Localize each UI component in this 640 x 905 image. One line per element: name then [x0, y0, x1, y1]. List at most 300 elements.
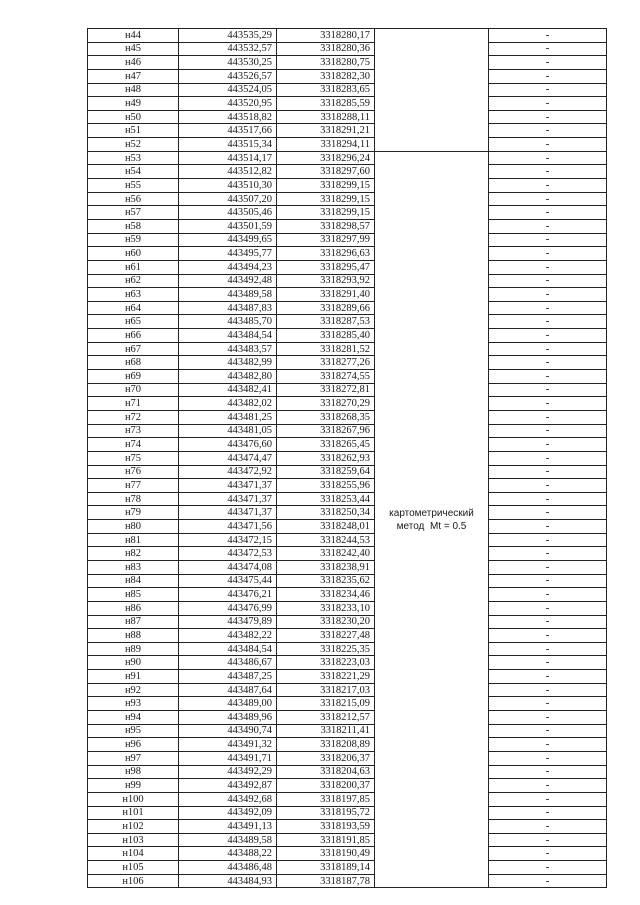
table-row — [88, 260, 607, 274]
point-name-cell: н99 — [88, 779, 179, 793]
table-row — [88, 711, 607, 725]
table-row — [88, 315, 607, 329]
description-cell: - — [489, 465, 607, 479]
x-coordinate-cell: 443474,47 — [179, 451, 277, 465]
y-coordinate-cell: 3318193,59 — [277, 820, 375, 834]
y-coordinate-cell: 3318238,91 — [277, 560, 375, 574]
table-row — [88, 206, 607, 220]
y-coordinate-cell: 3318190,49 — [277, 847, 375, 861]
x-coordinate-cell: 443472,92 — [179, 465, 277, 479]
coordinates-table-body — [88, 29, 607, 888]
table-row — [88, 547, 607, 561]
point-name-cell: н70 — [88, 383, 179, 397]
y-coordinate-cell: 3318197,85 — [277, 792, 375, 806]
point-name-cell: н92 — [88, 683, 179, 697]
point-name-cell: н67 — [88, 342, 179, 356]
description-cell: - — [489, 451, 607, 465]
table-row — [88, 397, 607, 411]
description-cell: - — [489, 479, 607, 493]
table-row — [88, 724, 607, 738]
table-row — [88, 861, 607, 875]
x-coordinate-cell: 443487,83 — [179, 301, 277, 315]
x-coordinate-cell: 443487,64 — [179, 683, 277, 697]
x-coordinate-cell: 443484,54 — [179, 329, 277, 343]
y-coordinate-cell: 3318291,21 — [277, 124, 375, 138]
y-coordinate-cell: 3318287,53 — [277, 315, 375, 329]
y-coordinate-cell: 3318221,29 — [277, 670, 375, 684]
y-coordinate-cell: 3318282,30 — [277, 69, 375, 83]
y-coordinate-cell: 3318291,40 — [277, 288, 375, 302]
description-cell: - — [489, 165, 607, 179]
table-row — [88, 329, 607, 343]
description-cell: - — [489, 97, 607, 111]
table-row — [88, 465, 607, 479]
table-row — [88, 383, 607, 397]
x-coordinate-cell: 443471,37 — [179, 506, 277, 520]
description-cell: - — [489, 69, 607, 83]
x-coordinate-cell: 443482,80 — [179, 370, 277, 384]
description-cell: - — [489, 560, 607, 574]
point-name-cell: н83 — [88, 560, 179, 574]
table-row — [88, 779, 607, 793]
x-coordinate-cell: 443484,54 — [179, 642, 277, 656]
method-cell-empty — [375, 29, 489, 152]
point-name-cell: н89 — [88, 642, 179, 656]
coordinates-table — [87, 28, 607, 888]
point-name-cell: н69 — [88, 370, 179, 384]
point-name-cell: н81 — [88, 533, 179, 547]
point-name-cell: н56 — [88, 192, 179, 206]
y-coordinate-cell: 3318235,62 — [277, 574, 375, 588]
y-coordinate-cell: 3318242,40 — [277, 547, 375, 561]
x-coordinate-cell: 443488,22 — [179, 847, 277, 861]
y-coordinate-cell: 3318272,81 — [277, 383, 375, 397]
y-coordinate-cell: 3318225,35 — [277, 642, 375, 656]
x-coordinate-cell: 443471,56 — [179, 520, 277, 534]
point-name-cell: н55 — [88, 179, 179, 193]
table-row — [88, 424, 607, 438]
description-cell: - — [489, 874, 607, 888]
description-cell: - — [489, 83, 607, 97]
point-name-cell: н73 — [88, 424, 179, 438]
x-coordinate-cell: 443479,89 — [179, 615, 277, 629]
description-cell: - — [489, 233, 607, 247]
point-name-cell: н52 — [88, 138, 179, 152]
point-name-cell: н51 — [88, 124, 179, 138]
point-name-cell: н63 — [88, 288, 179, 302]
x-coordinate-cell: 443476,21 — [179, 588, 277, 602]
x-coordinate-cell: 443524,05 — [179, 83, 277, 97]
description-cell: - — [489, 506, 607, 520]
point-name-cell: н84 — [88, 574, 179, 588]
description-cell: - — [489, 642, 607, 656]
x-coordinate-cell: 443476,99 — [179, 601, 277, 615]
y-coordinate-cell: 3318280,75 — [277, 56, 375, 70]
table-row — [88, 697, 607, 711]
x-coordinate-cell: 443530,25 — [179, 56, 277, 70]
y-coordinate-cell: 3318217,03 — [277, 683, 375, 697]
table-row — [88, 138, 607, 152]
x-coordinate-cell: 443486,67 — [179, 656, 277, 670]
table-row — [88, 42, 607, 56]
x-coordinate-cell: 443486,48 — [179, 861, 277, 875]
table-row — [88, 520, 607, 534]
y-coordinate-cell: 3318294,11 — [277, 138, 375, 152]
description-cell: - — [489, 42, 607, 56]
y-coordinate-cell: 3318223,03 — [277, 656, 375, 670]
y-coordinate-cell: 3318234,46 — [277, 588, 375, 602]
y-coordinate-cell: 3318204,63 — [277, 765, 375, 779]
x-coordinate-cell: 443481,05 — [179, 424, 277, 438]
table-row — [88, 451, 607, 465]
point-name-cell: н66 — [88, 329, 179, 343]
y-coordinate-cell: 3318285,40 — [277, 329, 375, 343]
point-name-cell: н101 — [88, 806, 179, 820]
description-cell: - — [489, 301, 607, 315]
point-name-cell: н77 — [88, 479, 179, 493]
point-name-cell: н78 — [88, 492, 179, 506]
x-coordinate-cell: 443517,66 — [179, 124, 277, 138]
table-row — [88, 670, 607, 684]
y-coordinate-cell: 3318208,89 — [277, 738, 375, 752]
x-coordinate-cell: 443512,82 — [179, 165, 277, 179]
y-coordinate-cell: 3318189,14 — [277, 861, 375, 875]
description-cell: - — [489, 683, 607, 697]
y-coordinate-cell: 3318296,63 — [277, 247, 375, 261]
point-name-cell: н104 — [88, 847, 179, 861]
x-coordinate-cell: 443472,15 — [179, 533, 277, 547]
y-coordinate-cell: 3318297,60 — [277, 165, 375, 179]
table-row — [88, 506, 607, 520]
point-name-cell: н53 — [88, 151, 179, 165]
point-name-cell: н64 — [88, 301, 179, 315]
point-name-cell: н90 — [88, 656, 179, 670]
description-cell: - — [489, 711, 607, 725]
description-cell: - — [489, 547, 607, 561]
y-coordinate-cell: 3318281,52 — [277, 342, 375, 356]
description-cell: - — [489, 806, 607, 820]
x-coordinate-cell: 443515,34 — [179, 138, 277, 152]
table-row — [88, 588, 607, 602]
point-name-cell: н76 — [88, 465, 179, 479]
table-row — [88, 274, 607, 288]
description-cell: - — [489, 124, 607, 138]
table-row — [88, 479, 607, 493]
y-coordinate-cell: 3318268,35 — [277, 410, 375, 424]
x-coordinate-cell: 443489,58 — [179, 833, 277, 847]
y-coordinate-cell: 3318255,96 — [277, 479, 375, 493]
table-row — [88, 751, 607, 765]
description-cell: - — [489, 601, 607, 615]
point-name-cell: н62 — [88, 274, 179, 288]
description-cell: - — [489, 697, 607, 711]
point-name-cell: н46 — [88, 56, 179, 70]
x-coordinate-cell: 443482,02 — [179, 397, 277, 411]
table-row — [88, 247, 607, 261]
table-row — [88, 233, 607, 247]
point-name-cell: н61 — [88, 260, 179, 274]
x-coordinate-cell: 443472,53 — [179, 547, 277, 561]
table-row — [88, 83, 607, 97]
x-coordinate-cell: 443507,20 — [179, 192, 277, 206]
y-coordinate-cell: 3318200,37 — [277, 779, 375, 793]
description-cell: - — [489, 629, 607, 643]
table-row — [88, 574, 607, 588]
y-coordinate-cell: 3318296,24 — [277, 151, 375, 165]
table-row — [88, 192, 607, 206]
description-cell: - — [489, 833, 607, 847]
description-cell: - — [489, 315, 607, 329]
y-coordinate-cell: 3318206,37 — [277, 751, 375, 765]
description-cell: - — [489, 179, 607, 193]
table-row — [88, 792, 607, 806]
point-name-cell: н44 — [88, 29, 179, 43]
x-coordinate-cell: 443482,99 — [179, 356, 277, 370]
x-coordinate-cell: 443535,29 — [179, 29, 277, 43]
x-coordinate-cell: 443514,17 — [179, 151, 277, 165]
x-coordinate-cell: 443490,74 — [179, 724, 277, 738]
y-coordinate-cell: 3318299,15 — [277, 206, 375, 220]
y-coordinate-cell: 3318212,57 — [277, 711, 375, 725]
y-coordinate-cell: 3318299,15 — [277, 179, 375, 193]
point-name-cell: н68 — [88, 356, 179, 370]
description-cell: - — [489, 260, 607, 274]
description-cell: - — [489, 329, 607, 343]
table-row — [88, 765, 607, 779]
table-row — [88, 56, 607, 70]
x-coordinate-cell: 443481,25 — [179, 410, 277, 424]
y-coordinate-cell: 3318230,20 — [277, 615, 375, 629]
description-cell: - — [489, 520, 607, 534]
y-coordinate-cell: 3318233,10 — [277, 601, 375, 615]
point-name-cell: н54 — [88, 165, 179, 179]
x-coordinate-cell: 443510,30 — [179, 179, 277, 193]
description-cell: - — [489, 56, 607, 70]
point-name-cell: н96 — [88, 738, 179, 752]
point-name-cell: н91 — [88, 670, 179, 684]
table-row — [88, 410, 607, 424]
y-coordinate-cell: 3318293,92 — [277, 274, 375, 288]
table-row — [88, 29, 607, 43]
y-coordinate-cell: 3318280,17 — [277, 29, 375, 43]
table-row — [88, 601, 607, 615]
description-cell: - — [489, 588, 607, 602]
x-coordinate-cell: 443484,93 — [179, 874, 277, 888]
description-cell: - — [489, 219, 607, 233]
point-name-cell: н75 — [88, 451, 179, 465]
y-coordinate-cell: 3318191,85 — [277, 833, 375, 847]
table-row — [88, 629, 607, 643]
description-cell: - — [489, 779, 607, 793]
x-coordinate-cell: 443491,71 — [179, 751, 277, 765]
y-coordinate-cell: 3318277,26 — [277, 356, 375, 370]
point-name-cell: н82 — [88, 547, 179, 561]
description-cell: - — [489, 670, 607, 684]
description-cell: - — [489, 356, 607, 370]
point-name-cell: н106 — [88, 874, 179, 888]
x-coordinate-cell: 443491,32 — [179, 738, 277, 752]
x-coordinate-cell: 443487,25 — [179, 670, 277, 684]
description-cell: - — [489, 410, 607, 424]
description-cell: - — [489, 29, 607, 43]
table-row — [88, 533, 607, 547]
description-cell: - — [489, 138, 607, 152]
description-cell: - — [489, 861, 607, 875]
x-coordinate-cell: 443492,87 — [179, 779, 277, 793]
point-name-cell: н80 — [88, 520, 179, 534]
description-cell: - — [489, 397, 607, 411]
point-name-cell: н74 — [88, 438, 179, 452]
x-coordinate-cell: 443526,57 — [179, 69, 277, 83]
description-cell: - — [489, 847, 607, 861]
method-label-line2: метод Mt = 0.5 — [396, 520, 467, 532]
description-cell: - — [489, 424, 607, 438]
x-coordinate-cell: 443476,60 — [179, 438, 277, 452]
description-cell: - — [489, 151, 607, 165]
table-row — [88, 615, 607, 629]
y-coordinate-cell: 3318298,57 — [277, 219, 375, 233]
description-cell: - — [489, 820, 607, 834]
table-row — [88, 370, 607, 384]
y-coordinate-cell: 3318253,44 — [277, 492, 375, 506]
table-row — [88, 820, 607, 834]
x-coordinate-cell: 443471,37 — [179, 479, 277, 493]
y-coordinate-cell: 3318248,01 — [277, 520, 375, 534]
description-cell: - — [489, 724, 607, 738]
table-row — [88, 342, 607, 356]
x-coordinate-cell: 443505,46 — [179, 206, 277, 220]
table-row — [88, 806, 607, 820]
y-coordinate-cell: 3318244,53 — [277, 533, 375, 547]
point-name-cell: н87 — [88, 615, 179, 629]
x-coordinate-cell: 443492,29 — [179, 765, 277, 779]
point-name-cell: н71 — [88, 397, 179, 411]
x-coordinate-cell: 443489,00 — [179, 697, 277, 711]
description-cell: - — [489, 288, 607, 302]
y-coordinate-cell: 3318289,66 — [277, 301, 375, 315]
point-name-cell: н86 — [88, 601, 179, 615]
x-coordinate-cell: 443494,23 — [179, 260, 277, 274]
description-cell: - — [489, 615, 607, 629]
y-coordinate-cell: 3318227,48 — [277, 629, 375, 643]
table-row — [88, 492, 607, 506]
x-coordinate-cell: 443482,41 — [179, 383, 277, 397]
x-coordinate-cell: 443475,44 — [179, 574, 277, 588]
x-coordinate-cell: 443489,58 — [179, 288, 277, 302]
method-cell — [375, 151, 489, 888]
table-row — [88, 69, 607, 83]
description-cell: - — [489, 751, 607, 765]
description-cell: - — [489, 574, 607, 588]
y-coordinate-cell: 3318259,64 — [277, 465, 375, 479]
y-coordinate-cell: 3318288,11 — [277, 110, 375, 124]
table-row — [88, 738, 607, 752]
x-coordinate-cell: 443485,70 — [179, 315, 277, 329]
point-name-cell: н50 — [88, 110, 179, 124]
method-label-line1: картометрический — [389, 507, 474, 519]
x-coordinate-cell: 443483,57 — [179, 342, 277, 356]
y-coordinate-cell: 3318295,47 — [277, 260, 375, 274]
point-name-cell: н98 — [88, 765, 179, 779]
description-cell: - — [489, 383, 607, 397]
x-coordinate-cell: 443492,48 — [179, 274, 277, 288]
point-name-cell: н94 — [88, 711, 179, 725]
y-coordinate-cell: 3318280,36 — [277, 42, 375, 56]
table-row — [88, 656, 607, 670]
y-coordinate-cell: 3318265,45 — [277, 438, 375, 452]
x-coordinate-cell: 443491,13 — [179, 820, 277, 834]
y-coordinate-cell: 3318270,29 — [277, 397, 375, 411]
x-coordinate-cell: 443492,68 — [179, 792, 277, 806]
x-coordinate-cell: 443501,59 — [179, 219, 277, 233]
y-coordinate-cell: 3318262,93 — [277, 451, 375, 465]
table-row — [88, 874, 607, 888]
description-cell: - — [489, 274, 607, 288]
table-row — [88, 219, 607, 233]
point-name-cell: н48 — [88, 83, 179, 97]
description-cell: - — [489, 656, 607, 670]
y-coordinate-cell: 3318299,15 — [277, 192, 375, 206]
x-coordinate-cell: 443532,57 — [179, 42, 277, 56]
table-row — [88, 560, 607, 574]
table-row — [88, 847, 607, 861]
point-name-cell: н100 — [88, 792, 179, 806]
y-coordinate-cell: 3318297,99 — [277, 233, 375, 247]
point-name-cell: н93 — [88, 697, 179, 711]
point-name-cell: н58 — [88, 219, 179, 233]
point-name-cell: н103 — [88, 833, 179, 847]
description-cell: - — [489, 792, 607, 806]
point-name-cell: н59 — [88, 233, 179, 247]
table-row — [88, 288, 607, 302]
description-cell: - — [489, 370, 607, 384]
description-cell: - — [489, 192, 607, 206]
x-coordinate-cell: 443499,65 — [179, 233, 277, 247]
x-coordinate-cell: 443474,08 — [179, 560, 277, 574]
x-coordinate-cell: 443518,82 — [179, 110, 277, 124]
table-row — [88, 833, 607, 847]
description-cell: - — [489, 206, 607, 220]
point-name-cell: н49 — [88, 97, 179, 111]
y-coordinate-cell: 3318215,09 — [277, 697, 375, 711]
x-coordinate-cell: 443471,37 — [179, 492, 277, 506]
description-cell: - — [489, 342, 607, 356]
point-name-cell: н79 — [88, 506, 179, 520]
table-row — [88, 301, 607, 315]
point-name-cell: н88 — [88, 629, 179, 643]
description-cell: - — [489, 438, 607, 452]
y-coordinate-cell: 3318211,41 — [277, 724, 375, 738]
table-row — [88, 683, 607, 697]
x-coordinate-cell: 443482,22 — [179, 629, 277, 643]
point-name-cell: н65 — [88, 315, 179, 329]
table-row — [88, 110, 607, 124]
description-cell: - — [489, 247, 607, 261]
x-coordinate-cell: 443489,96 — [179, 711, 277, 725]
table-row — [88, 97, 607, 111]
point-name-cell: н95 — [88, 724, 179, 738]
point-name-cell: н97 — [88, 751, 179, 765]
point-name-cell: н102 — [88, 820, 179, 834]
table-row — [88, 179, 607, 193]
y-coordinate-cell: 3318195,72 — [277, 806, 375, 820]
table-row — [88, 642, 607, 656]
description-cell: - — [489, 533, 607, 547]
point-name-cell: н47 — [88, 69, 179, 83]
x-coordinate-cell: 443492,09 — [179, 806, 277, 820]
y-coordinate-cell: 3318267,96 — [277, 424, 375, 438]
description-cell: - — [489, 738, 607, 752]
